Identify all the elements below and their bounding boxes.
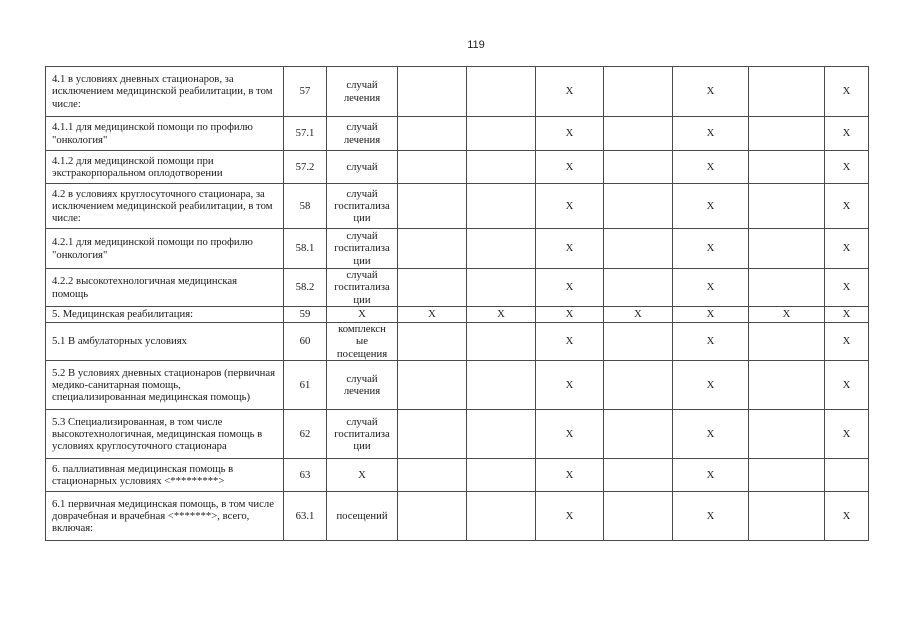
value-cell: X bbox=[673, 151, 749, 184]
value-cell: X bbox=[825, 151, 869, 184]
table-row bbox=[46, 323, 869, 361]
value-cell bbox=[398, 117, 467, 151]
value-cell bbox=[749, 229, 825, 269]
unit-of-measure: случай госпитализа ции bbox=[327, 269, 398, 307]
value-cell: X bbox=[604, 307, 673, 323]
row-label: 4.1 в условиях дневных стационаров, за исключением медицинской реабилитации, в том числе: bbox=[46, 67, 284, 117]
unit-of-measure: случай лечения bbox=[327, 361, 398, 410]
row-number: 60 bbox=[284, 323, 327, 361]
value-cell bbox=[604, 151, 673, 184]
value-cell: X bbox=[825, 229, 869, 269]
value-cell: X bbox=[536, 410, 604, 459]
value-cell bbox=[467, 323, 536, 361]
row-number: 63 bbox=[284, 459, 327, 492]
value-cell bbox=[604, 459, 673, 492]
table-row bbox=[46, 307, 869, 323]
unit-of-measure: случай госпитализа ции bbox=[327, 410, 398, 459]
unit-of-measure: случай лечения bbox=[327, 117, 398, 151]
table-row bbox=[46, 117, 869, 151]
value-cell bbox=[398, 410, 467, 459]
table-row bbox=[46, 151, 869, 184]
value-cell bbox=[398, 229, 467, 269]
value-cell: X bbox=[673, 307, 749, 323]
page-number: 119 bbox=[467, 39, 485, 51]
unit-of-measure: случай госпитализа ции bbox=[327, 184, 398, 229]
value-cell: X bbox=[825, 307, 869, 323]
value-cell bbox=[467, 361, 536, 410]
value-cell bbox=[825, 459, 869, 492]
unit-of-measure: случай госпитализа ции bbox=[327, 229, 398, 269]
value-cell bbox=[749, 269, 825, 307]
value-cell: X bbox=[536, 323, 604, 361]
value-cell bbox=[467, 269, 536, 307]
value-cell: X bbox=[825, 117, 869, 151]
value-cell bbox=[749, 117, 825, 151]
value-cell bbox=[749, 151, 825, 184]
table-row bbox=[46, 67, 869, 117]
value-cell bbox=[467, 229, 536, 269]
value-cell: X bbox=[673, 459, 749, 492]
row-label: 5.1 В амбулаторных условиях bbox=[46, 323, 284, 361]
value-cell: X bbox=[825, 184, 869, 229]
value-cell: X bbox=[536, 492, 604, 541]
table-row bbox=[46, 269, 869, 307]
value-cell bbox=[398, 67, 467, 117]
value-cell bbox=[749, 361, 825, 410]
row-label: 5. Медицинская реабилитация: bbox=[46, 307, 284, 323]
value-cell: X bbox=[673, 410, 749, 459]
value-cell: X bbox=[536, 361, 604, 410]
row-number: 58 bbox=[284, 184, 327, 229]
value-cell: X bbox=[536, 184, 604, 229]
value-cell bbox=[749, 459, 825, 492]
value-cell bbox=[749, 492, 825, 541]
value-cell bbox=[398, 184, 467, 229]
value-cell bbox=[749, 410, 825, 459]
value-cell bbox=[604, 117, 673, 151]
value-cell bbox=[467, 151, 536, 184]
row-number: 62 bbox=[284, 410, 327, 459]
row-number: 57.2 bbox=[284, 151, 327, 184]
table-row bbox=[46, 361, 869, 410]
value-cell bbox=[398, 151, 467, 184]
value-cell bbox=[604, 67, 673, 117]
table-row bbox=[46, 184, 869, 229]
value-cell bbox=[467, 67, 536, 117]
value-cell bbox=[398, 323, 467, 361]
value-cell: X bbox=[673, 269, 749, 307]
row-label: 6.1 первичная медицинская помощь, в том числе доврачебная и врачебная <*******>, всего, включая: bbox=[46, 492, 284, 541]
value-cell bbox=[398, 459, 467, 492]
value-cell bbox=[467, 492, 536, 541]
row-number: 57 bbox=[284, 67, 327, 117]
row-number: 57.1 bbox=[284, 117, 327, 151]
table-row bbox=[46, 229, 869, 269]
value-cell: X bbox=[536, 229, 604, 269]
unit-of-measure: случай bbox=[327, 151, 398, 184]
value-cell bbox=[398, 269, 467, 307]
value-cell: X bbox=[536, 117, 604, 151]
indicator-table bbox=[45, 66, 869, 541]
value-cell: X bbox=[825, 361, 869, 410]
value-cell: X bbox=[536, 151, 604, 184]
value-cell: X bbox=[825, 492, 869, 541]
value-cell: X bbox=[749, 307, 825, 323]
value-cell bbox=[398, 492, 467, 541]
value-cell bbox=[749, 67, 825, 117]
unit-of-measure: случай лечения bbox=[327, 67, 398, 117]
value-cell: X bbox=[825, 67, 869, 117]
unit-of-measure: X bbox=[327, 307, 398, 323]
value-cell bbox=[467, 117, 536, 151]
row-label: 4.1.2 для медицинской помощи при экстракорпоральном оплодотворении bbox=[46, 151, 284, 184]
row-label: 4.1.1 для медицинской помощи по профилю "онкология" bbox=[46, 117, 284, 151]
value-cell bbox=[604, 229, 673, 269]
row-label: 4.2.1 для медицинской помощи по профилю "онкология" bbox=[46, 229, 284, 269]
row-label: 4.2 в условиях круглосуточного стационара, за исключением медицинской реабилитации, в том числе: bbox=[46, 184, 284, 229]
value-cell: X bbox=[673, 184, 749, 229]
value-cell bbox=[604, 361, 673, 410]
value-cell: X bbox=[673, 117, 749, 151]
value-cell bbox=[604, 184, 673, 229]
value-cell: X bbox=[673, 492, 749, 541]
value-cell bbox=[467, 184, 536, 229]
unit-of-measure: X bbox=[327, 459, 398, 492]
row-number: 63.1 bbox=[284, 492, 327, 541]
value-cell bbox=[604, 410, 673, 459]
table-row bbox=[46, 459, 869, 492]
value-cell: X bbox=[673, 229, 749, 269]
value-cell: X bbox=[536, 67, 604, 117]
value-cell bbox=[604, 269, 673, 307]
value-cell: X bbox=[825, 410, 869, 459]
unit-of-measure: посещений bbox=[327, 492, 398, 541]
value-cell: X bbox=[467, 307, 536, 323]
row-label: 6. паллиативная медицинская помощь в стационарных условиях <*********> bbox=[46, 459, 284, 492]
value-cell bbox=[467, 410, 536, 459]
value-cell: X bbox=[673, 67, 749, 117]
value-cell: X bbox=[536, 269, 604, 307]
value-cell: X bbox=[536, 307, 604, 323]
unit-of-measure: комплексн ые посещения bbox=[327, 323, 398, 361]
row-number: 61 bbox=[284, 361, 327, 410]
table-row bbox=[46, 492, 869, 541]
row-number: 59 bbox=[284, 307, 327, 323]
value-cell bbox=[604, 492, 673, 541]
row-number: 58.2 bbox=[284, 269, 327, 307]
value-cell: X bbox=[536, 459, 604, 492]
value-cell bbox=[749, 184, 825, 229]
value-cell: X bbox=[398, 307, 467, 323]
value-cell bbox=[749, 323, 825, 361]
table-row bbox=[46, 410, 869, 459]
row-number: 58.1 bbox=[284, 229, 327, 269]
value-cell bbox=[398, 361, 467, 410]
value-cell: X bbox=[673, 323, 749, 361]
value-cell: X bbox=[825, 269, 869, 307]
row-label: 4.2.2 высокотехнологичная медицинская помощь bbox=[46, 269, 284, 307]
value-cell bbox=[604, 323, 673, 361]
value-cell: X bbox=[673, 361, 749, 410]
value-cell bbox=[467, 459, 536, 492]
value-cell: X bbox=[825, 323, 869, 361]
row-label: 5.2 В условиях дневных стационаров (первичная медико-санитарная помощь, специализированная медицинская помощь) bbox=[46, 361, 284, 410]
row-label: 5.3 Специализированная, в том числе высокотехнологичная, медицинская помощь в условиях круглосуточного стационара bbox=[46, 410, 284, 459]
